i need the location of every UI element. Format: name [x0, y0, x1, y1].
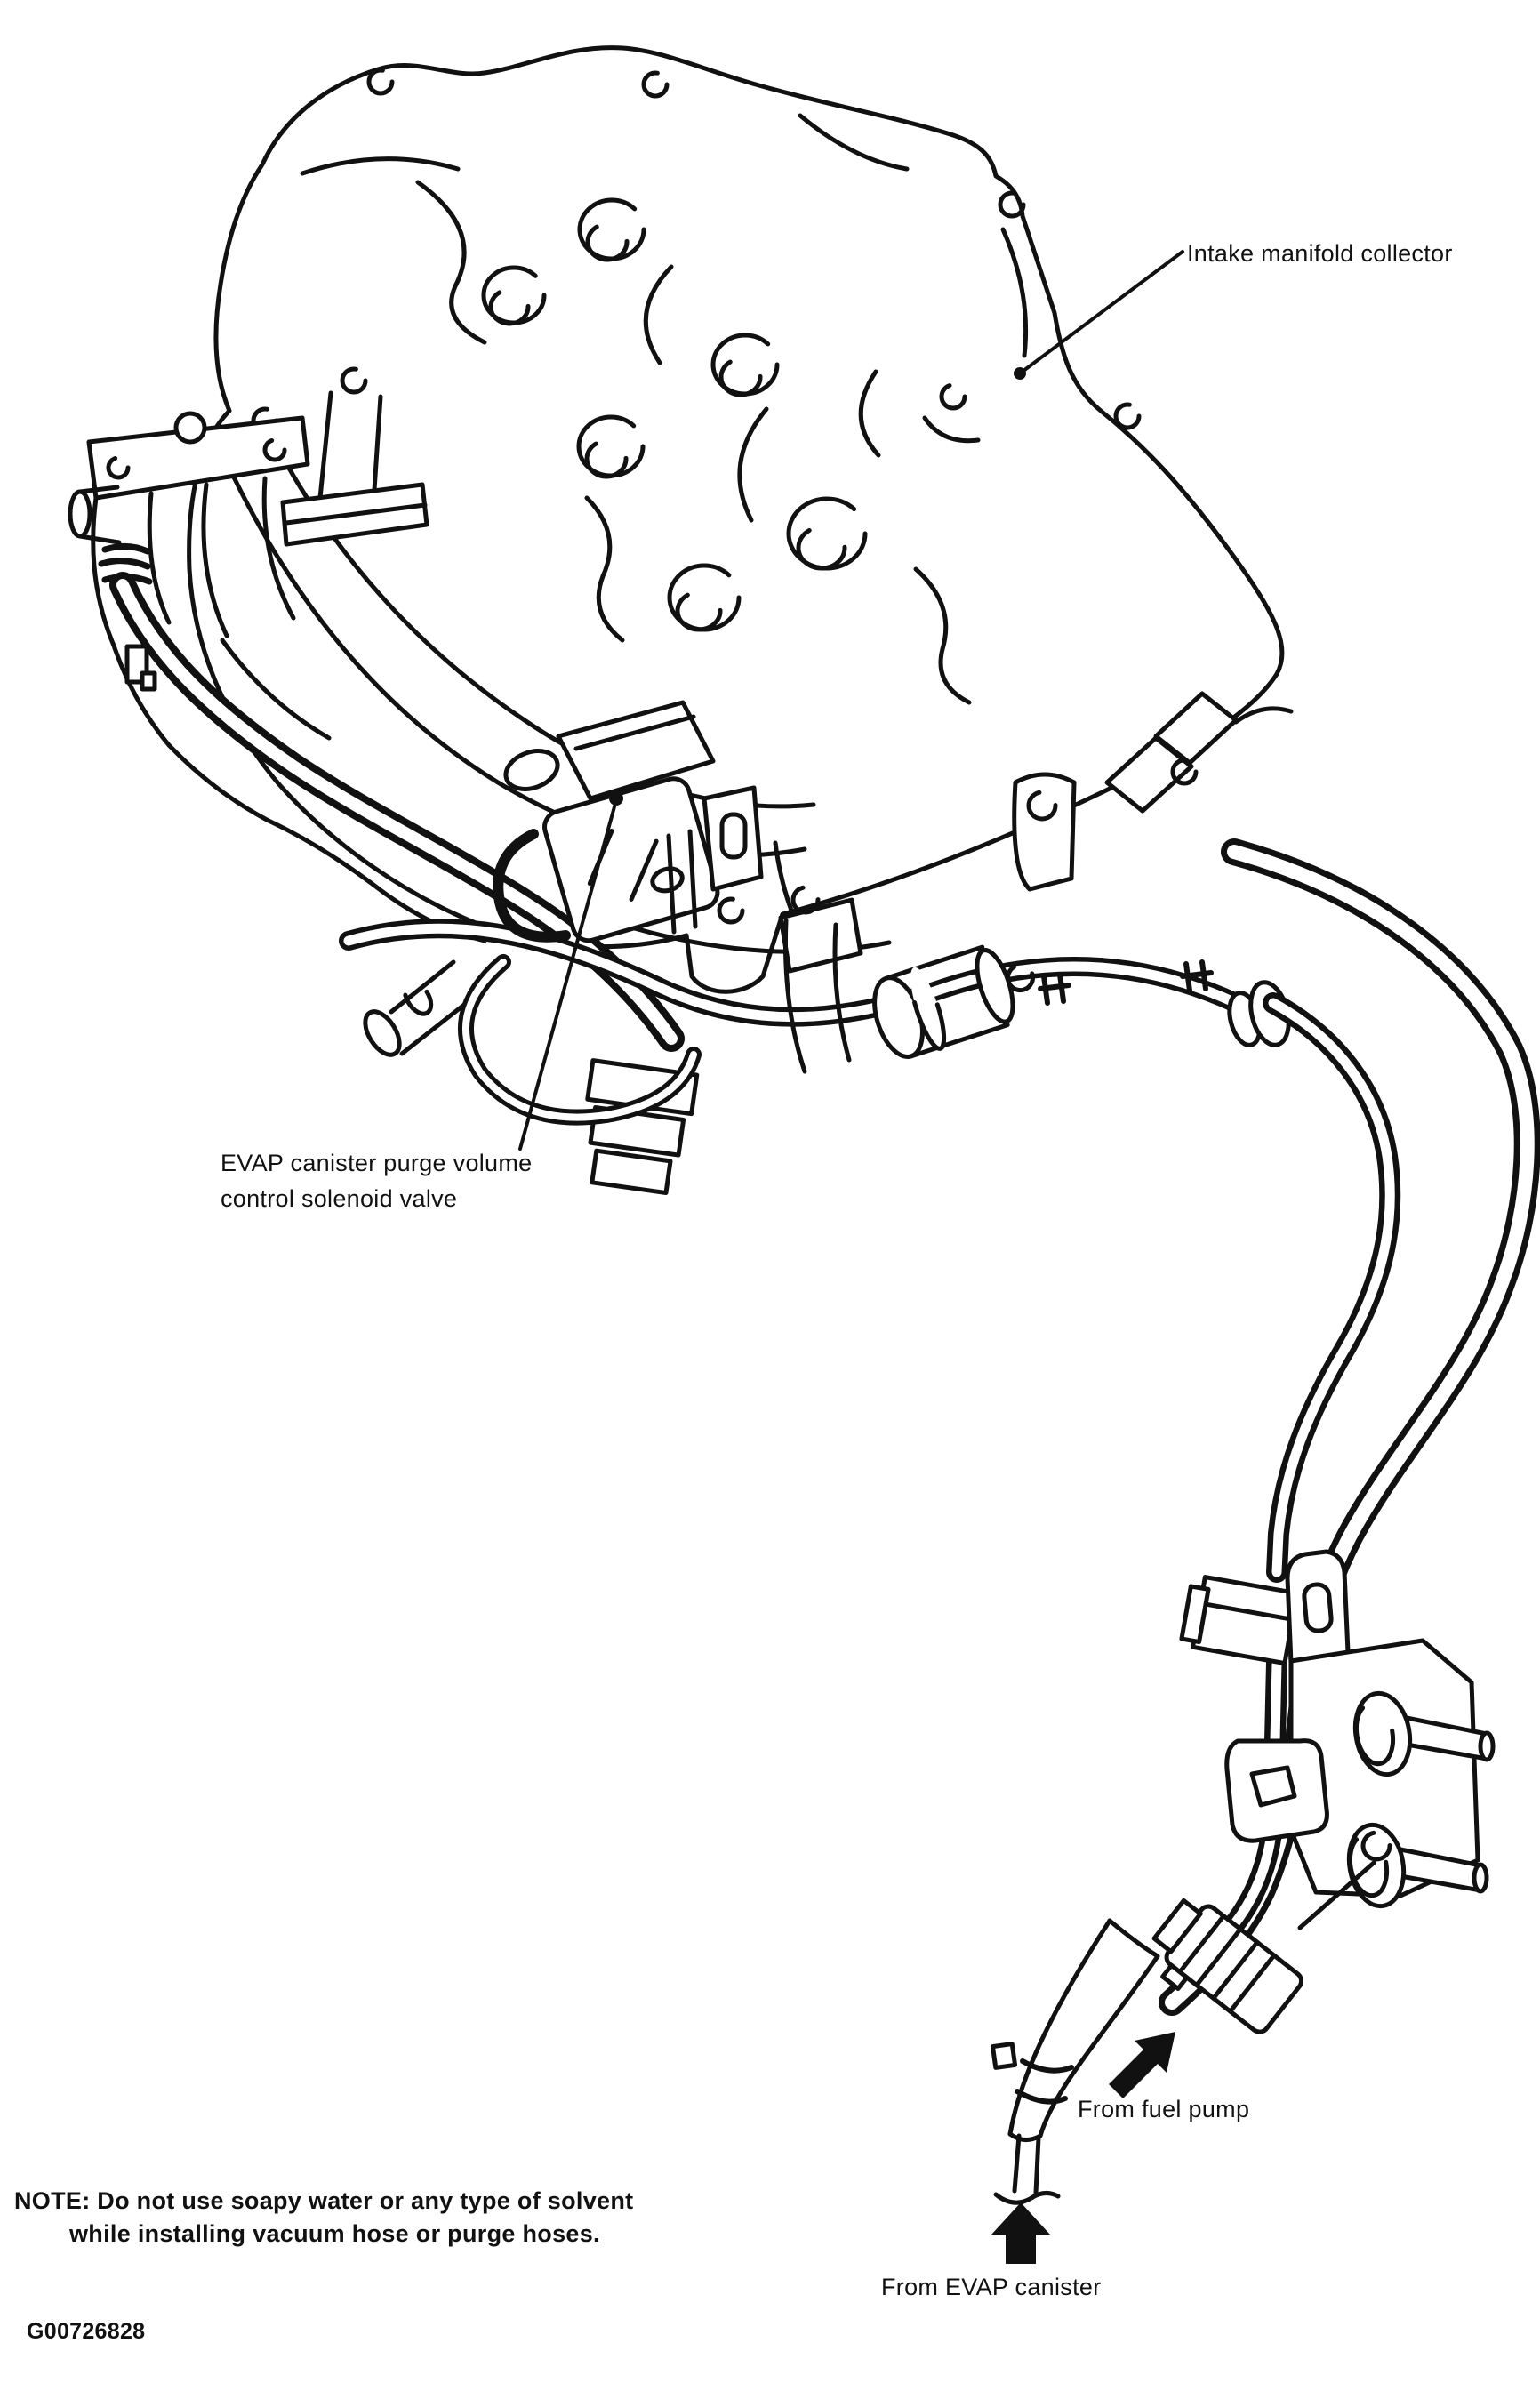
hose-bracket-drawing — [1181, 1552, 1493, 1911]
from-evap-canister-arrow-icon — [991, 2202, 1050, 2264]
note-line2: while installing vacuum hose or purge hoses. — [69, 2220, 600, 2247]
evap-valve-leader-dot — [611, 793, 622, 804]
figure-id: G00726828 — [27, 2319, 146, 2344]
intake-manifold-leader-dot — [1015, 369, 1024, 378]
fuel-pressure-regulator-drawing — [785, 887, 1295, 1071]
from-fuel-pump-arrow-icon — [1109, 2032, 1175, 2098]
evap-valve-label-line1: EVAP canister purge volume — [221, 1150, 533, 1176]
evap-valve-label-line2: control solenoid valve — [221, 1185, 458, 1212]
note-line1: NOTE: Do not use soapy water or any type of solvent — [14, 2187, 634, 2214]
pipe-nub — [358, 962, 464, 1061]
from-evap-canister-label: From EVAP canister — [881, 2274, 1102, 2300]
intake-manifold-collector-label: Intake manifold collector — [1187, 240, 1453, 267]
from-fuel-pump-label: From fuel pump — [1078, 2096, 1250, 2122]
evap-valve-label — [221, 1145, 532, 1216]
